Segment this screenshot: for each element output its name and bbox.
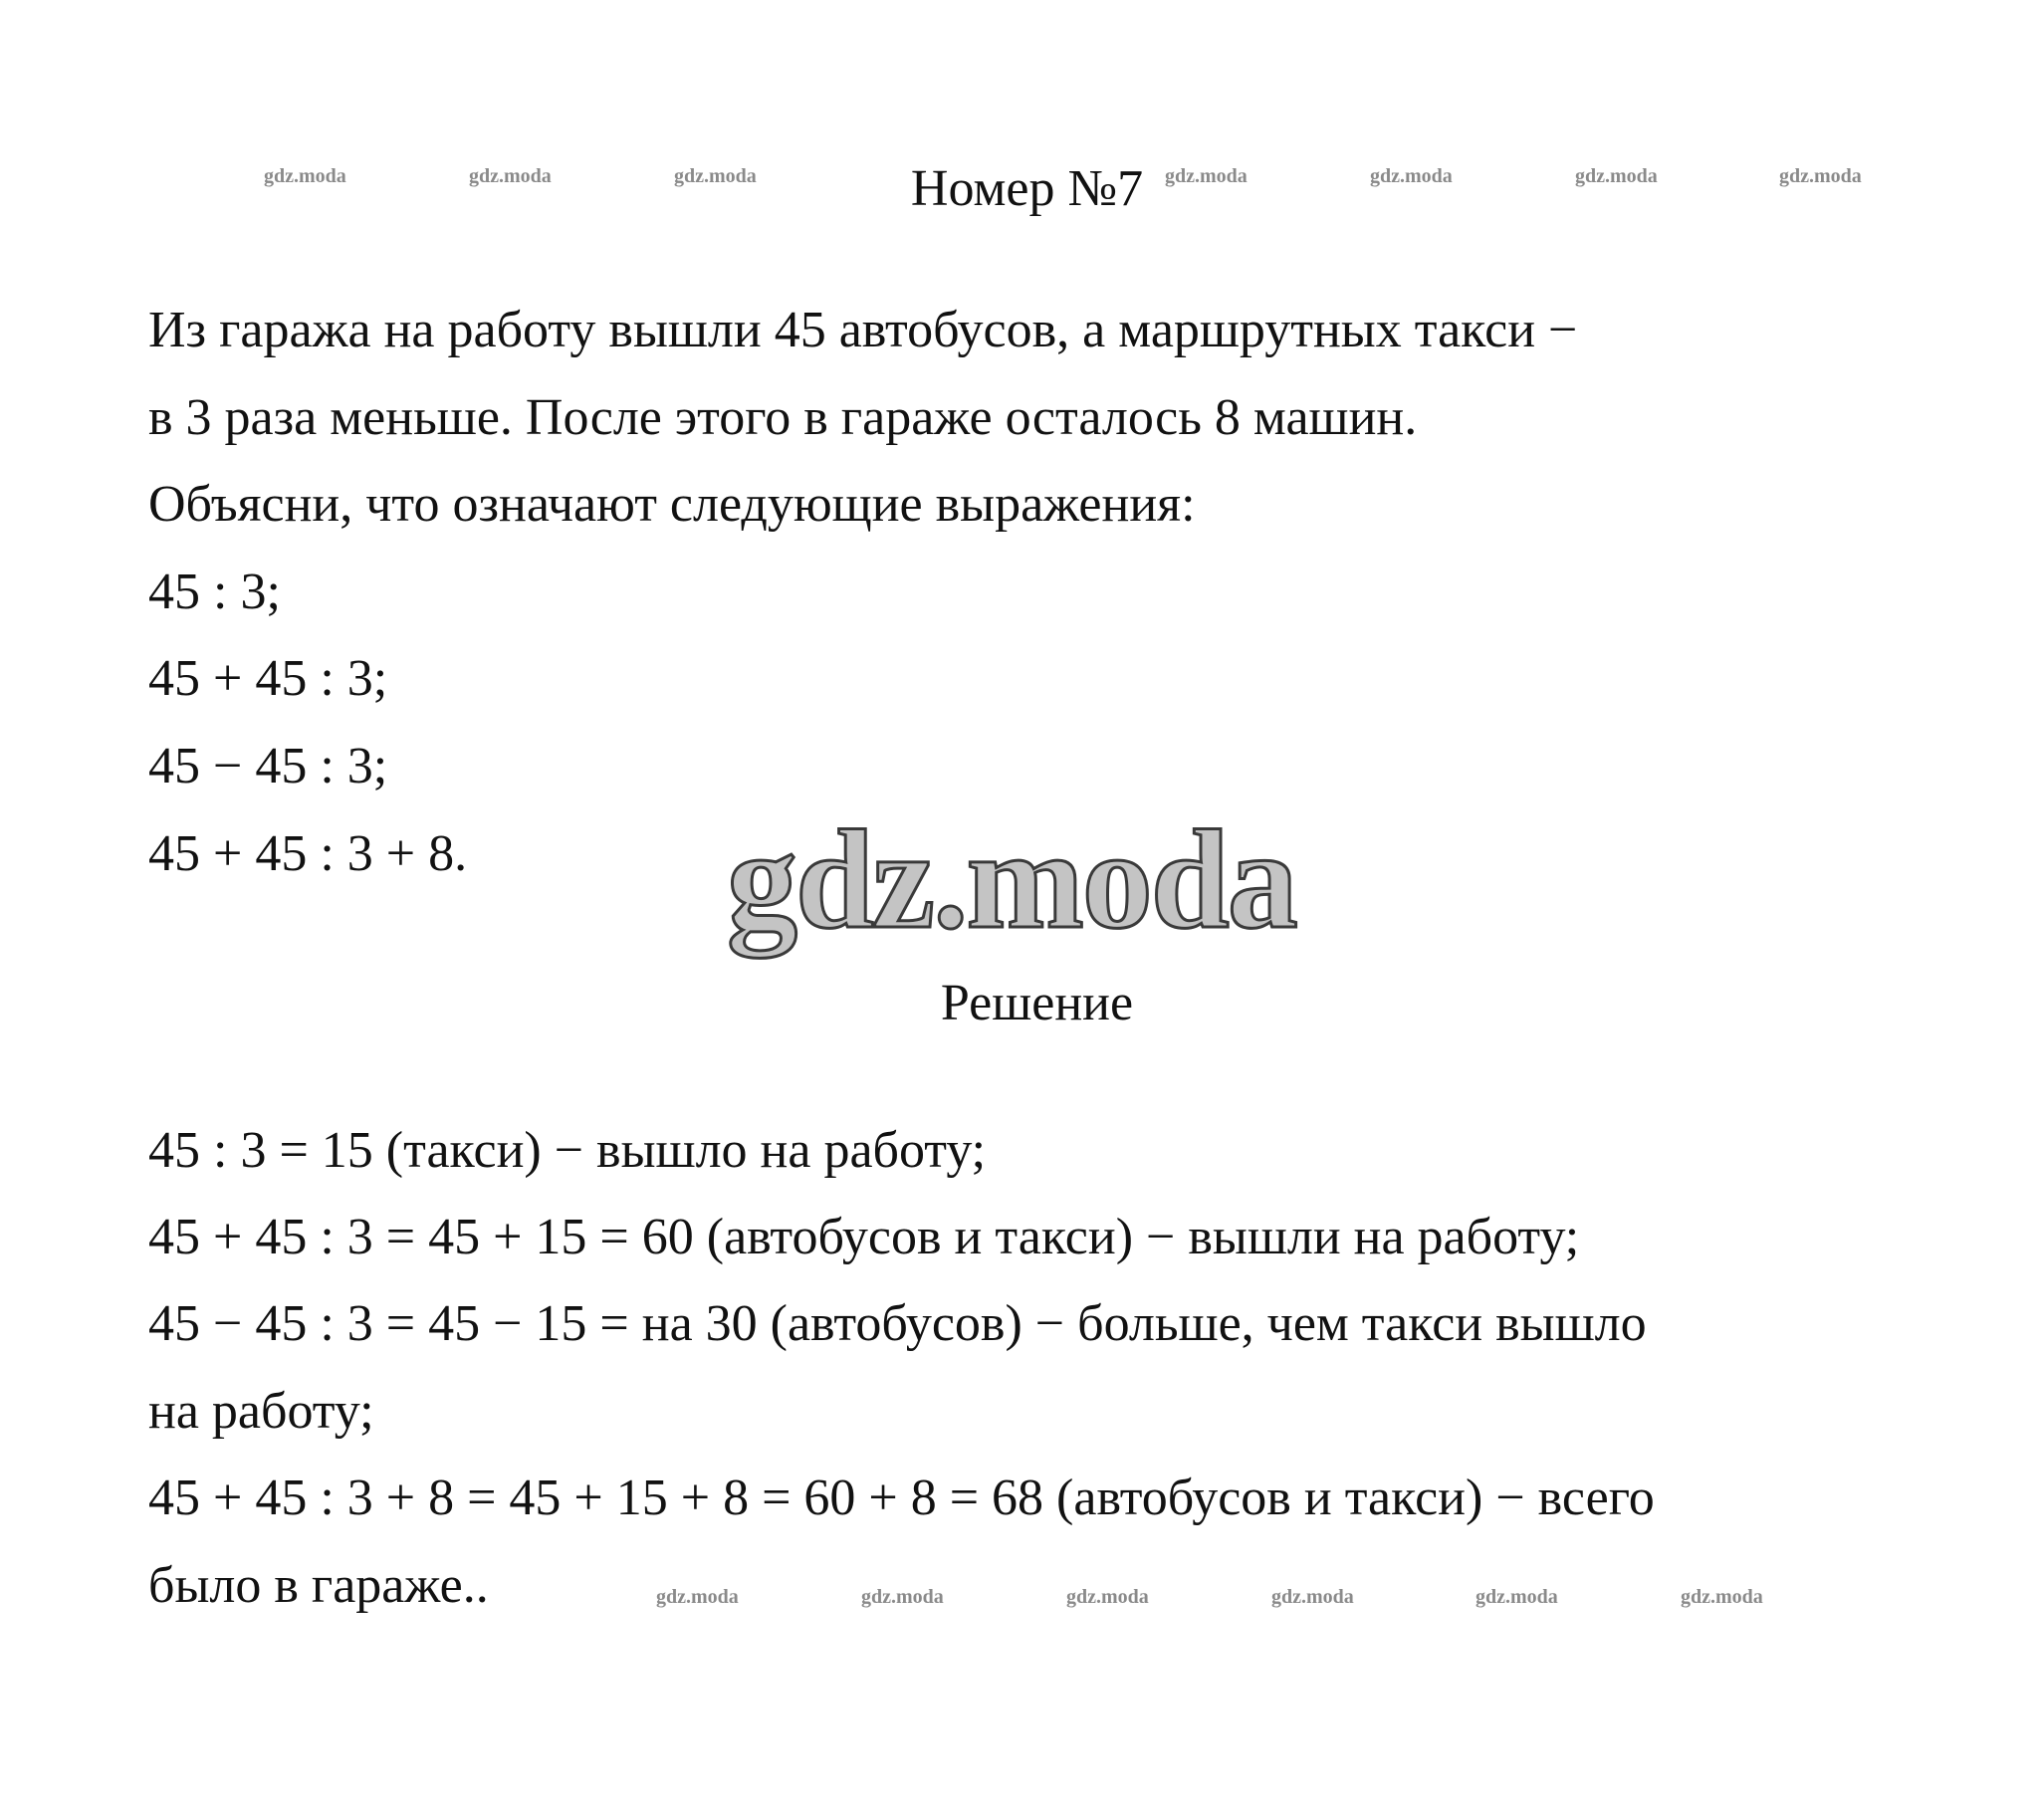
solution-line: 45 + 45 : 3 + 8 = 45 + 15 + 8 = 60 + 8 = 68 (автобусов и такси) − всего	[148, 1470, 1655, 1526]
watermark-text: gdz.moda	[656, 1586, 739, 1608]
watermark-text: gdz.moda	[469, 165, 552, 187]
page-title: Номер №7	[910, 160, 1144, 217]
watermark-text: gdz.moda	[1271, 1586, 1354, 1608]
solution-line: на работу;	[148, 1383, 374, 1440]
watermark-logo: gdz.moda	[727, 800, 1296, 958]
problem-line: в 3 раза меньше. После этого в гараже осталось 8 машин.	[148, 389, 1418, 446]
watermark-text: gdz.moda	[674, 165, 757, 187]
expression-line: 45 − 45 : 3;	[148, 738, 388, 794]
watermark-text: gdz.moda	[1575, 165, 1658, 187]
watermark-text: gdz.moda	[1066, 1586, 1149, 1608]
problem-line: Из гаража на работу вышли 45 автобусов, а маршрутных такси −	[148, 302, 1578, 358]
solution-heading: Решение	[940, 975, 1134, 1031]
solution-line: было в гараже..	[148, 1557, 489, 1614]
watermark-text: gdz.moda	[264, 165, 346, 187]
expression-line: 45 : 3;	[148, 564, 281, 620]
watermark-text: gdz.moda	[1476, 1586, 1558, 1608]
expression-line: 45 + 45 : 3;	[148, 650, 388, 707]
watermark-text: gdz.moda	[861, 1586, 944, 1608]
watermark-text: gdz.moda	[1681, 1586, 1763, 1608]
watermark-text: gdz.moda	[1779, 165, 1862, 187]
solution-line: 45 : 3 = 15 (такси) − вышло на работу;	[148, 1122, 987, 1179]
solution-line: 45 − 45 : 3 = 45 − 15 = на 30 (автобусов) − больше, чем такси вышло	[148, 1295, 1647, 1352]
expression-line: 45 + 45 : 3 + 8.	[148, 825, 468, 882]
watermark-text: gdz.moda	[1165, 165, 1248, 187]
watermark-text: gdz.moda	[1370, 165, 1453, 187]
solution-line: 45 + 45 : 3 = 45 + 15 = 60 (автобусов и такси) − вышли на работу;	[148, 1209, 1580, 1265]
problem-line: Объясни, что означают следующие выражения:	[148, 476, 1196, 533]
